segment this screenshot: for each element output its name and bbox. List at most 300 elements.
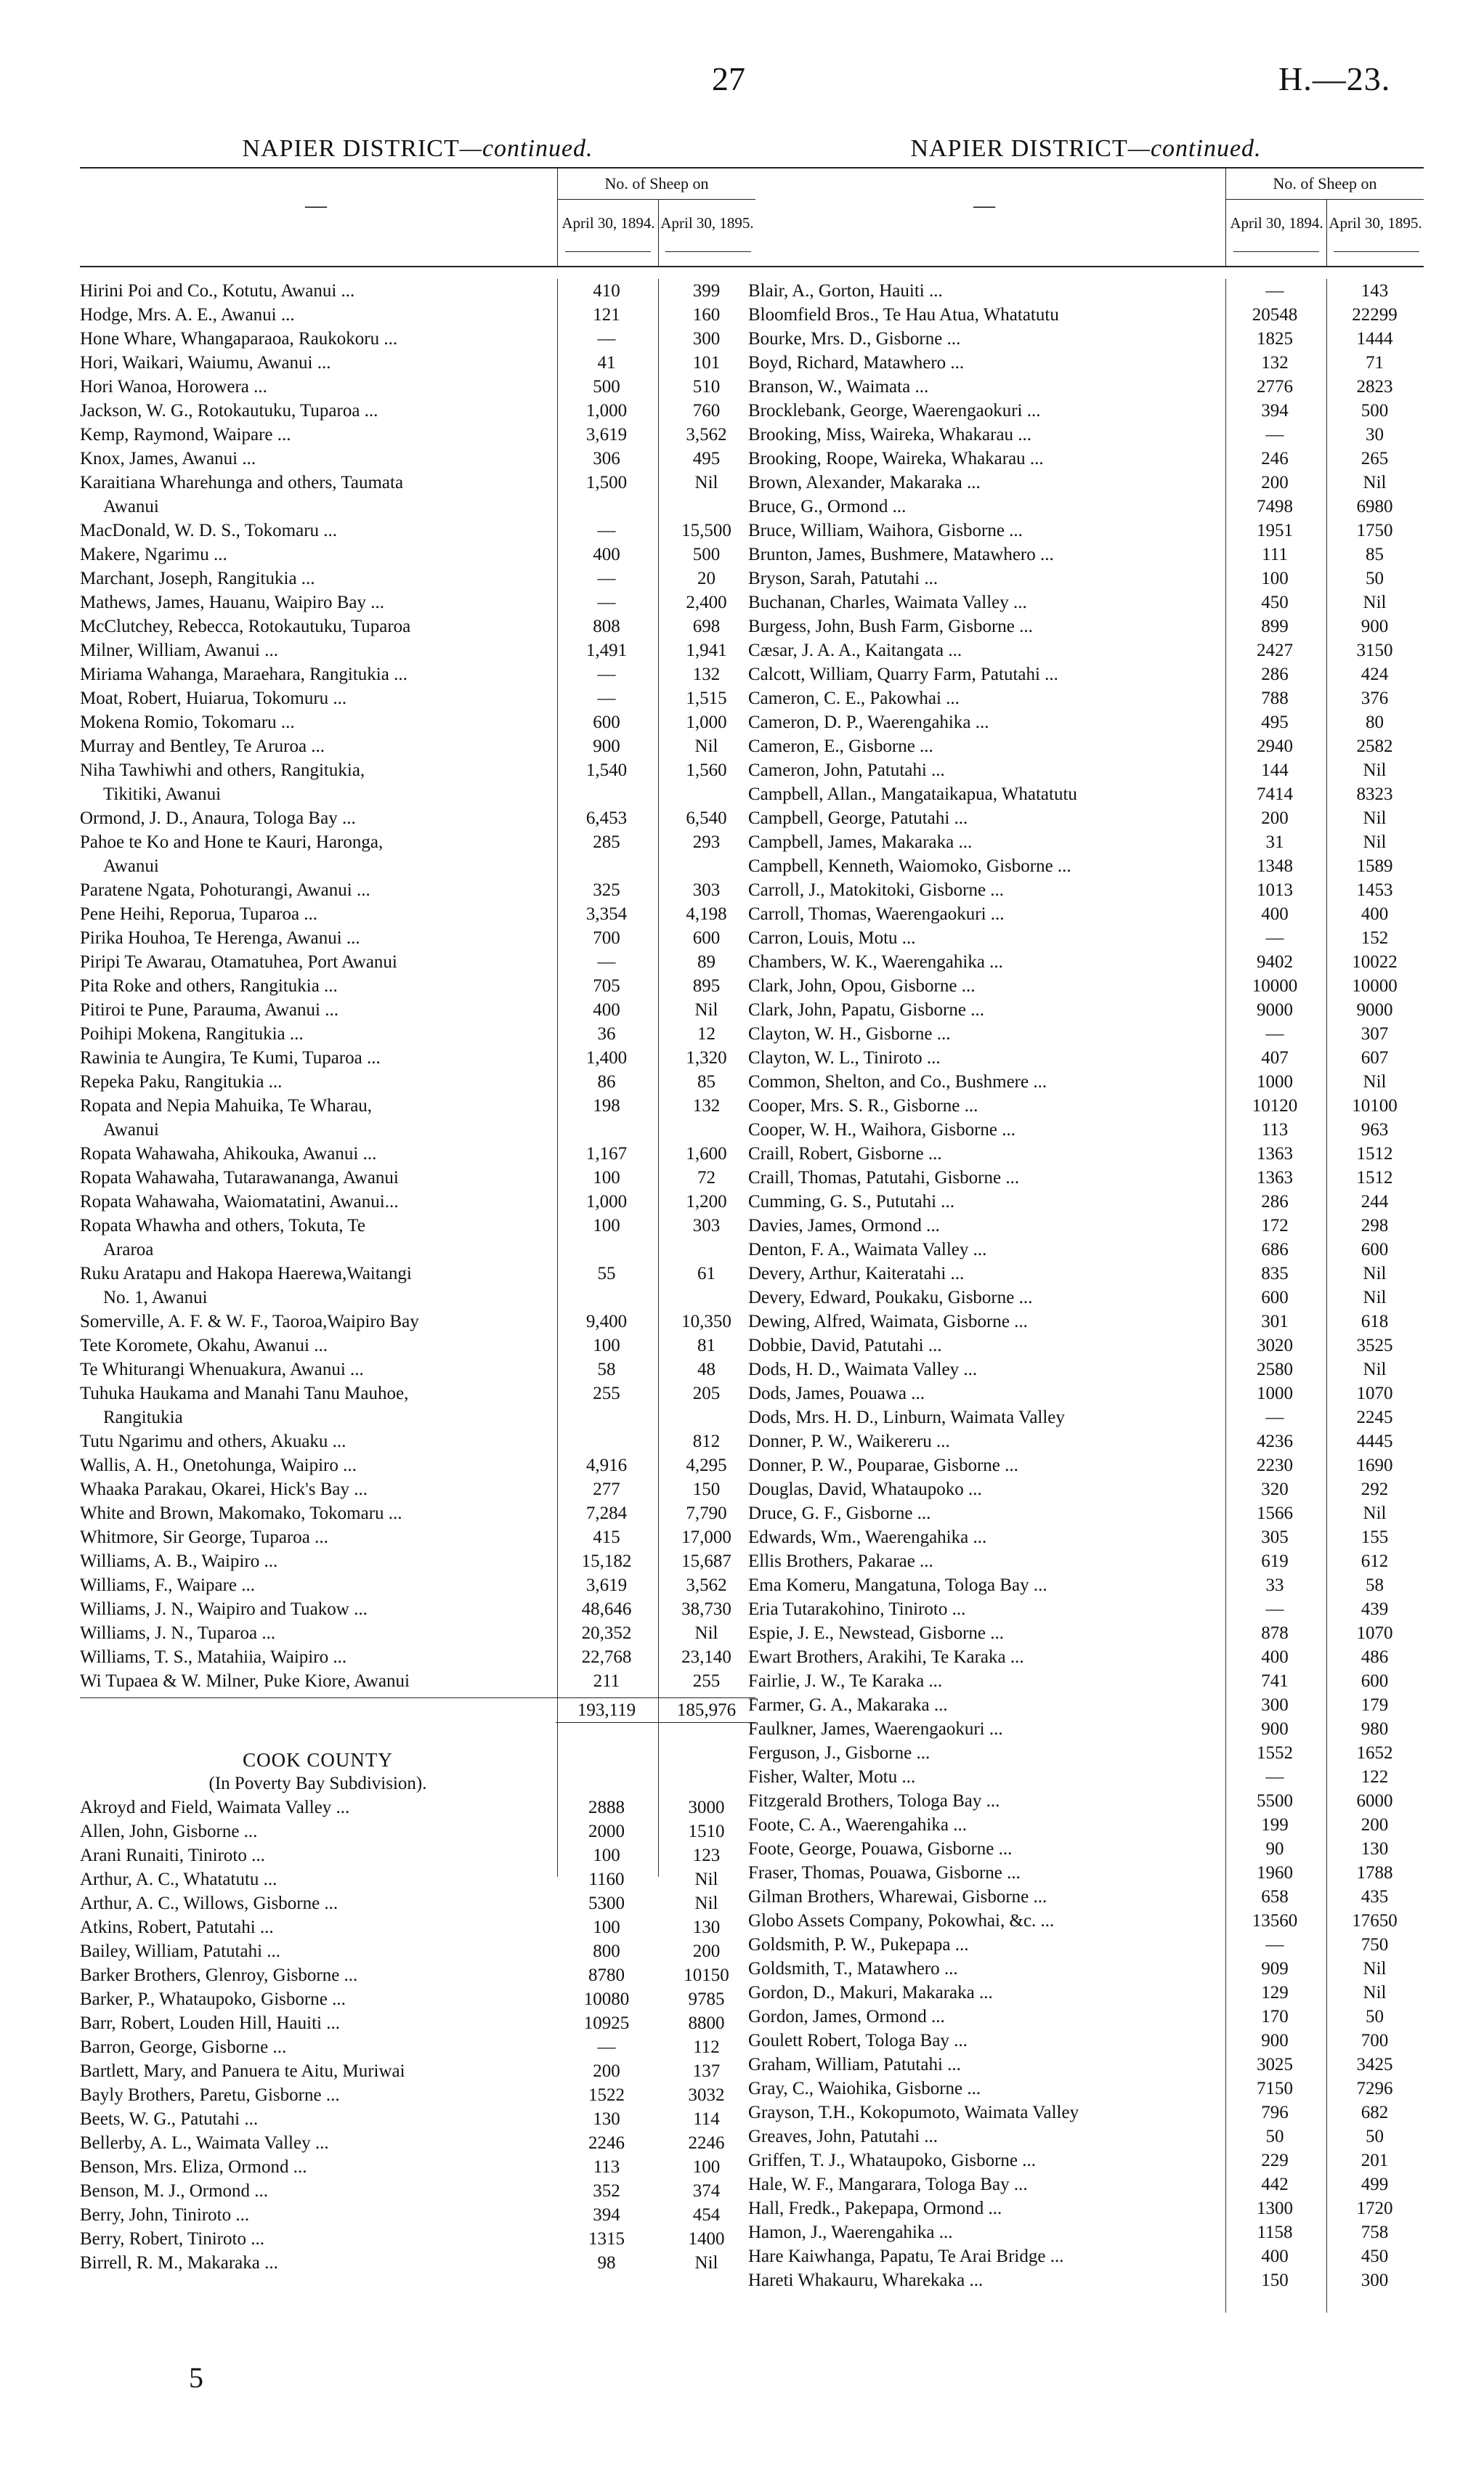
sheep-1894-cell: 495 — [1261, 713, 1289, 732]
holder-name-cell: Cameron, John, Patutahi ... — [748, 760, 945, 780]
sheep-1894-cell: 98 — [597, 2253, 616, 2273]
table-row — [748, 375, 1424, 399]
year-1894-header: April 30, 1894. — [561, 214, 655, 232]
sheep-1895-cell: 23,140 — [681, 1647, 731, 1667]
sheep-1894-cell: 1,540 — [585, 760, 628, 780]
table-row — [80, 1070, 755, 1094]
table-row — [80, 854, 755, 878]
sheep-1894-cell: 1315 — [588, 2229, 625, 2249]
sheep-1894-cell: 320 — [1261, 1480, 1289, 1499]
sheep-1895-cell: 1589 — [1356, 856, 1393, 876]
sheep-1895-cell: 510 — [692, 377, 721, 397]
table-row — [80, 830, 755, 854]
table-row — [748, 854, 1424, 878]
table-row — [748, 1837, 1424, 1861]
sheep-1895-cell: 399 — [692, 281, 721, 301]
holder-name-cell: Cameron, C. E., Pakowhai ... — [748, 689, 960, 708]
page-number: 27 — [712, 60, 745, 97]
sheep-1895-cell: 201 — [1361, 2151, 1389, 2170]
sheep-1894-cell: 255 — [593, 1384, 620, 1403]
sheep-1895-cell: 1512 — [1356, 1144, 1393, 1164]
holder-name-cell: Brunton, James, Bushmere, Matawhero ... — [748, 545, 1054, 564]
sheep-1894-cell: 20,352 — [581, 1623, 632, 1643]
total-row — [80, 1697, 755, 1723]
table-row — [748, 543, 1424, 567]
holder-name-cell: Berry, John, Tiniroto ... — [80, 2205, 250, 2225]
sheep-1895-cell: 61 — [697, 1264, 715, 1283]
table-row — [748, 2149, 1424, 2172]
sheep-1895-cell: 1400 — [688, 2229, 725, 2249]
sheep-1894-cell: 100 — [593, 1168, 620, 1188]
sheep-1894-cell: 200 — [1261, 808, 1289, 828]
holder-name-cell: Donner, P. W., Waikereru ... — [748, 1432, 950, 1451]
holder-name-cell: Gordon, James, Ormond ... — [748, 2007, 945, 2026]
sheep-1895-cell: 101 — [692, 353, 721, 373]
sheep-1894-cell: — — [597, 952, 616, 972]
sheep-1894-cell: 1,000 — [585, 1192, 628, 1212]
table-row — [80, 2107, 755, 2131]
table-row — [80, 1429, 755, 1453]
sheep-1895-cell: 100 — [692, 2157, 721, 2177]
sheep-1894-cell: 2427 — [1257, 641, 1293, 660]
table-row — [80, 1022, 755, 1046]
sheep-1894-cell: 170 — [1261, 2007, 1289, 2026]
year-1895-header: April 30, 1895. — [660, 214, 754, 232]
holder-name-cell: Jackson, W. G., Rotokautuku, Tuparoa ... — [80, 401, 378, 421]
sheep-1895-cell: 307 — [1361, 1024, 1389, 1044]
table-row — [80, 543, 755, 567]
sheep-1894-cell: 4,916 — [585, 1456, 628, 1475]
sheep-1894-cell: 1160 — [588, 1870, 625, 1889]
table-row — [748, 471, 1424, 495]
holder-name-cell: Clark, John, Opou, Gisborne ... — [748, 976, 976, 996]
sheep-1894-cell: 31 — [1265, 832, 1284, 852]
sheep-1895-cell: 1,200 — [686, 1192, 727, 1212]
sheep-1895-cell: 500 — [692, 545, 721, 564]
sheep-1894-cell: 90 — [1265, 1839, 1284, 1859]
sheep-1894-cell: — — [597, 689, 616, 708]
sheep-1895-cell: 6000 — [1356, 1791, 1393, 1811]
sheep-1895-cell: 265 — [1361, 449, 1389, 468]
sheep-1895-cell: 698 — [692, 617, 721, 636]
holder-name-cell: Cæsar, J. A. A., Kaitangata ... — [748, 641, 962, 660]
sheep-1894-cell: 286 — [1261, 665, 1289, 684]
table-row — [80, 998, 755, 1022]
sheep-1895-cell: 963 — [1361, 1120, 1389, 1140]
sheep-1894-cell: 2230 — [1257, 1456, 1293, 1475]
table-row — [748, 1813, 1424, 1837]
holder-name-cell: Williams, J. N., Tuparoa ... — [80, 1623, 276, 1643]
document-reference: H.—23. — [1278, 60, 1391, 97]
table-row — [748, 1765, 1424, 1789]
holder-name-cell: Craill, Robert, Gisborne ... — [748, 1144, 942, 1164]
sheep-1894-cell: 1363 — [1257, 1144, 1293, 1164]
table-row — [748, 1669, 1424, 1693]
sheep-1895-cell: 132 — [692, 665, 721, 684]
holder-name-cell: Beets, W. G., Patutahi ... — [80, 2109, 259, 2129]
sheep-1895-cell: 9000 — [1356, 1000, 1393, 1020]
sheep-1895-cell: 160 — [692, 305, 721, 325]
sheep-1895-cell: 2246 — [688, 2133, 725, 2153]
sheep-1894-cell: 7,284 — [585, 1504, 628, 1523]
table-row — [80, 1939, 755, 1963]
holder-name-cell: Bailey, William, Patutahi ... — [80, 1942, 281, 1961]
holder-name-cell: Bruce, G., Ormond ... — [748, 497, 907, 516]
sheep-1894-cell: 7150 — [1257, 2079, 1293, 2098]
holder-name-cell: Marchant, Joseph, Rangitukia ... — [80, 569, 315, 588]
holder-name-cell: Common, Shelton, and Co., Bushmere ... — [748, 1072, 1047, 1092]
holder-name-cell: Rawinia te Aungira, Te Kumi, Tuparoa ... — [80, 1048, 381, 1068]
holder-name-cell: Burgess, John, Bush Farm, Gisborne ... — [748, 617, 1033, 636]
sheep-1895-cell: 112 — [693, 2037, 720, 2057]
holder-name-cell: Hone Whare, Whangaparaoa, Raukokoru ... — [80, 329, 398, 349]
table-row — [80, 2059, 755, 2083]
table-row — [80, 806, 755, 830]
table-row — [748, 1597, 1424, 1621]
holder-name-cell: Murray and Bentley, Te Aruroa ... — [80, 737, 325, 756]
table-row — [748, 1262, 1424, 1286]
holder-name-cell: Devery, Arthur, Kaiteratahi ... — [748, 1264, 965, 1283]
table-row — [748, 686, 1424, 710]
sheep-1894-cell: 129 — [1261, 1983, 1289, 2003]
holder-name-cell: Grayson, T.H., Kokopumoto, Waimata Valley — [748, 2103, 1079, 2122]
holder-name-cell: Brown, Alexander, Makaraka ... — [748, 473, 981, 492]
sheep-1895-cell: 750 — [1361, 1935, 1389, 1955]
holder-name-cell: Campbell, James, Makaraka ... — [748, 832, 973, 852]
sheep-1895-cell: 3,562 — [686, 425, 727, 445]
holder-name-cell: Blair, A., Gorton, Hauiti ... — [748, 281, 943, 301]
table-row — [748, 1310, 1424, 1334]
sheep-1895-cell — [661, 495, 755, 519]
table-row — [80, 495, 755, 519]
table-row — [748, 423, 1424, 447]
table-row — [80, 351, 755, 375]
sheep-1894-cell: 741 — [1261, 1671, 1289, 1691]
holder-name-cell: Calcott, William, Quarry Farm, Patutahi ... — [748, 665, 1058, 684]
sheep-1895-cell: 20 — [697, 569, 715, 588]
header-divider — [658, 199, 659, 266]
table-row — [748, 2077, 1424, 2101]
sheep-1894-cell: 450 — [1261, 593, 1289, 612]
holder-name-cell: Dobbie, David, Patutahi ... — [748, 1336, 942, 1355]
table-row — [80, 1334, 755, 1358]
holder-name-cell: Goulett Robert, Tologa Bay ... — [748, 2031, 968, 2050]
sheep-1895-cell: 435 — [1361, 1887, 1389, 1907]
table-row — [748, 1405, 1424, 1429]
sheep-1894-cell: 899 — [1261, 617, 1289, 636]
table-row — [748, 327, 1424, 351]
table-row — [80, 375, 755, 399]
holder-name-cell: Carroll, Thomas, Waerengaokuri ... — [748, 904, 1005, 924]
table-row — [80, 1214, 755, 1238]
sheep-1895-cell: 72 — [697, 1168, 715, 1188]
sheep-1895-cell: 244 — [1361, 1192, 1389, 1212]
sheep-1894-cell: 100 — [1261, 569, 1289, 588]
sheep-1894-cell: 2000 — [588, 1822, 625, 1841]
sheep-1895-cell: 1,515 — [686, 689, 727, 708]
footer-signature: 5 — [189, 2361, 203, 2394]
holder-name-cell: Craill, Thomas, Patutahi, Gisborne ... — [748, 1168, 1020, 1188]
table-row — [80, 1891, 755, 1915]
sheep-1895-cell: 17,000 — [681, 1527, 731, 1547]
sheep-1894-cell: — — [1265, 1599, 1284, 1619]
holder-name-cell: Eria Tutarakohino, Tiniroto ... — [748, 1599, 966, 1619]
sheep-1895-cell: Nil — [1363, 832, 1387, 852]
sheep-1895-cell: 255 — [692, 1671, 721, 1691]
sheep-1894-cell: — — [1265, 1024, 1284, 1044]
holder-name-cell: Pirika Houhoa, Te Herenga, Awanui ... — [80, 928, 360, 948]
holder-name-cell: Williams, T. S., Matahiia, Waipiro ... — [80, 1647, 347, 1667]
holder-name-cell: Dods, Mrs. H. D., Linburn, Waimata Valley — [748, 1408, 1065, 1427]
holder-name-cell: Faulkner, James, Waerengaokuri ... — [748, 1719, 1003, 1739]
holder-name-cell: Griffen, T. J., Whataupoko, Gisborne ... — [748, 2151, 1036, 2170]
sheep-1894-cell: 400 — [1261, 904, 1289, 924]
table-row — [748, 2220, 1424, 2244]
holder-name-cell: Clayton, W. H., Gisborne ... — [748, 1024, 951, 1044]
holder-name-cell: Dewing, Alfred, Waimata, Gisborne ... — [748, 1312, 1028, 1331]
sheep-1895-cell: 6980 — [1356, 497, 1393, 516]
holder-name-cell: Cameron, D. P., Waerengahika ... — [748, 713, 989, 732]
sheep-1894-cell: 10000 — [1252, 976, 1298, 996]
sheep-1894-cell: 1,500 — [585, 473, 628, 492]
holder-name-cell: Goldsmith, P. W., Pukepapa ... — [748, 1935, 969, 1955]
table-row — [80, 686, 755, 710]
sheep-1895-cell: 114 — [693, 2109, 720, 2129]
sheep-1895-cell: 2582 — [1356, 737, 1393, 756]
sheep-1894-cell: 5500 — [1257, 1791, 1293, 1811]
holder-name-cell: Hodge, Mrs. A. E., Awanui ... — [80, 305, 295, 325]
table-row — [80, 447, 755, 471]
holder-name-cell: Ormond, J. D., Anaura, Tologa Bay ... — [80, 808, 356, 828]
sheep-1895-cell: 1788 — [1356, 1863, 1393, 1883]
holder-name-cell: Campbell, Kenneth, Waiomoko, Gisborne ... — [748, 856, 1071, 876]
holder-name-cell: Barron, George, Gisborne ... — [80, 2037, 287, 2057]
holder-name-cell: Tete Koromete, Okahu, Awanui ... — [80, 1336, 328, 1355]
holder-name-cell: Awanui — [103, 856, 159, 876]
table-row — [748, 1981, 1424, 2005]
sheep-1895-cell: 200 — [692, 1942, 721, 1961]
sheep-1895-cell: 85 — [697, 1072, 715, 1092]
table-row — [748, 1789, 1424, 1813]
table-row — [748, 279, 1424, 303]
table-row — [80, 614, 755, 638]
holder-name-cell: Cooper, W. H., Waihora, Gisborne ... — [748, 1120, 1016, 1140]
sheep-1895-cell: 293 — [692, 832, 721, 852]
sheep-1895-cell: Nil — [1363, 760, 1387, 780]
cook-county-rows — [80, 1796, 755, 2275]
sheep-1895-cell: 205 — [692, 1384, 721, 1403]
sheep-1894-cell: 10120 — [1252, 1096, 1298, 1116]
table-row — [748, 2053, 1424, 2077]
sheep-1894-cell — [562, 1405, 660, 1429]
table-row — [80, 1963, 755, 1987]
table-row — [80, 1118, 755, 1142]
table-row — [80, 878, 755, 902]
sheep-1894-cell: 1000 — [1257, 1072, 1293, 1092]
sheep-1894-cell: 10925 — [583, 2013, 630, 2033]
continued-label: —continued. — [459, 135, 593, 162]
sheep-1895-cell: 612 — [1361, 1551, 1389, 1571]
table-row — [80, 1358, 755, 1381]
sheep-1894-cell — [562, 782, 660, 806]
holder-name-cell: Goldsmith, T., Matawhero ... — [748, 1959, 958, 1979]
holder-name-cell: McClutchey, Rebecca, Rotokautuku, Tuparoa — [80, 617, 411, 636]
sheep-1895-cell: 300 — [1361, 2271, 1389, 2290]
holder-name-cell: Gilman Brothers, Wharewai, Gisborne ... — [748, 1887, 1047, 1907]
table-row — [748, 2196, 1424, 2220]
holder-name-cell: Arthur, A. C., Willows, Gisborne ... — [80, 1894, 338, 1913]
sheep-1895-cell: Nil — [1363, 1288, 1387, 1307]
table-row — [748, 734, 1424, 758]
sheep-1895-cell: 1510 — [688, 1822, 725, 1841]
table-row — [748, 399, 1424, 423]
sheep-1894-cell: 1013 — [1257, 880, 1293, 900]
table-row — [80, 2203, 755, 2227]
holder-name-cell: Boyd, Richard, Matawhero ... — [748, 353, 965, 373]
sheep-1894-cell: 199 — [1261, 1815, 1289, 1835]
table-row — [80, 1262, 755, 1286]
sheep-1895-cell: 499 — [1361, 2175, 1389, 2194]
table-row — [748, 1957, 1424, 1981]
holder-name-cell: Akroyd and Field, Waimata Valley ... — [80, 1798, 350, 1817]
holder-name-cell: Ema Komeru, Mangatuna, Tologa Bay ... — [748, 1575, 1047, 1595]
sheep-1894-cell: 22,768 — [581, 1647, 632, 1667]
sheep-1894-cell: — — [597, 2037, 616, 2057]
table-row — [748, 1741, 1424, 1765]
sheep-1895-cell: 1,600 — [686, 1144, 727, 1164]
holder-name-cell: Wallis, A. H., Onetohunga, Waipiro ... — [80, 1456, 357, 1475]
table-row — [748, 2244, 1424, 2268]
left-column — [80, 131, 755, 2275]
sheep-1895-cell: 1512 — [1356, 1168, 1393, 1188]
sheep-1894-cell: 900 — [593, 737, 620, 756]
sheep-1895-cell: 1750 — [1356, 521, 1393, 540]
sheep-1895-cell: 8323 — [1356, 784, 1393, 804]
holder-name-cell: Farmer, G. A., Makaraka ... — [748, 1695, 948, 1715]
district-name: NAPIER DISTRICT — [910, 135, 1128, 162]
sheep-1894-cell: 121 — [593, 305, 620, 325]
sheep-1894-cell: 150 — [1261, 2271, 1289, 2290]
sheep-1895-cell: 760 — [692, 401, 721, 421]
holder-name-cell: MacDonald, W. D. S., Tokomaru ... — [80, 521, 338, 540]
table-row — [748, 1717, 1424, 1741]
column-divider — [557, 279, 558, 1877]
sheep-1894-cell: 900 — [1261, 1719, 1289, 1739]
sheep-1895-cell — [661, 854, 755, 878]
district-title-left — [80, 131, 755, 167]
sheep-1895-cell: 155 — [1361, 1527, 1389, 1547]
table-row — [80, 1310, 755, 1334]
holder-name-cell: Benson, M. J., Ormond ... — [80, 2181, 269, 2201]
table-row — [80, 2035, 755, 2059]
table-row — [748, 2125, 1424, 2149]
sheep-1895-cell: Nil — [694, 1894, 718, 1913]
table-row — [748, 1190, 1424, 1214]
table-row — [80, 1405, 755, 1429]
holder-name-cell: Williams, A. B., Waipiro ... — [80, 1551, 278, 1571]
total-1895: 185,976 — [657, 1698, 755, 1723]
sheep-1894-cell: 301 — [1261, 1312, 1289, 1331]
header-underline — [1334, 251, 1419, 252]
holder-name-cell: Berry, Robert, Tiniroto ... — [80, 2229, 264, 2249]
column-divider — [658, 279, 659, 1877]
table-row — [748, 1525, 1424, 1549]
table-row — [80, 1669, 755, 1693]
sheep-1894-cell: 286 — [1261, 1192, 1289, 1212]
sheep-1894-cell: — — [1265, 425, 1284, 445]
table-row — [80, 1381, 755, 1405]
sheep-1894-cell: 144 — [1261, 760, 1289, 780]
holder-name-cell: Hall, Fredk., Pakepapa, Ormond ... — [748, 2199, 1002, 2218]
sheep-1895-cell: 1720 — [1356, 2199, 1393, 2218]
sheep-1895-cell: 152 — [1361, 928, 1389, 948]
sheep-1895-cell: 30 — [1366, 425, 1384, 445]
table-row — [80, 2251, 755, 2275]
sheep-1894-cell: 1960 — [1257, 1863, 1293, 1883]
table-row — [80, 1190, 755, 1214]
total-label — [80, 1698, 556, 1723]
table-row — [748, 2005, 1424, 2029]
holder-name-cell: Hori Wanoa, Horowera ... — [80, 377, 267, 397]
holder-name-cell: Fairlie, J. W., Te Karaka ... — [748, 1671, 943, 1691]
sheep-1894-cell: 1158 — [1257, 2223, 1293, 2242]
sheep-1894-cell: 132 — [1261, 353, 1289, 373]
sheep-1895-cell: 454 — [692, 2205, 721, 2225]
holder-name-cell: Te Whiturangi Whenuakura, Awanui ... — [80, 1360, 364, 1379]
sheep-1894-cell: 10080 — [583, 1989, 630, 2009]
sheep-1895-cell: 3150 — [1356, 641, 1393, 660]
sheep-1894-cell: 200 — [1261, 473, 1289, 492]
sheep-1895-cell: 58 — [1366, 1575, 1384, 1595]
sheep-1894-cell: 410 — [593, 281, 620, 301]
sheep-1894-cell: 111 — [1262, 545, 1288, 564]
holder-name-cell: Globo Assets Company, Pokowhai, &c. ... — [748, 1911, 1055, 1931]
sheep-1894-cell: 2246 — [588, 2133, 625, 2153]
table-row — [748, 1286, 1424, 1310]
table-row — [80, 1843, 755, 1867]
sheep-1895-cell: 6,540 — [686, 808, 727, 828]
sheep-count-header: No. of Sheep on — [558, 169, 755, 200]
holder-name-cell: Chambers, W. K., Waerengahika ... — [748, 952, 1003, 972]
holder-name-cell: Ropata Wahawaha, Waiomatatini, Awanui... — [80, 1192, 399, 1212]
sheep-1894-cell: 3,619 — [585, 425, 628, 445]
sheep-1895-cell: 758 — [1361, 2223, 1389, 2242]
sheep-1895-cell: 3032 — [688, 2085, 725, 2105]
table-row — [80, 974, 755, 998]
header-rule — [748, 266, 1424, 267]
sheep-1895-cell: 50 — [1366, 569, 1384, 588]
holder-name-cell: Bellerby, A. L., Waimata Valley ... — [80, 2133, 329, 2153]
sheep-1894-cell: 808 — [593, 617, 620, 636]
section-title: COOK COUNTY — [243, 1749, 393, 1771]
sheep-1894-cell: 1,491 — [585, 641, 628, 660]
header-underline — [665, 251, 751, 252]
table-row — [80, 1477, 755, 1501]
sheep-1894-cell: 600 — [593, 713, 620, 732]
holder-name-cell: Ropata Wahawaha, Ahikouka, Awanui ... — [80, 1144, 377, 1164]
sheep-1895-cell: 700 — [1361, 2031, 1389, 2050]
table-row — [748, 926, 1424, 950]
holder-name-cell: Foote, George, Pouawa, Gisborne ... — [748, 1839, 1013, 1859]
sheep-1895-cell: 1444 — [1356, 329, 1393, 349]
sheep-1895-cell: 4,295 — [686, 1456, 727, 1475]
sheep-1894-cell: 600 — [1261, 1288, 1289, 1307]
table-row — [748, 2172, 1424, 2196]
sheep-1895-cell: Nil — [1363, 1959, 1387, 1979]
sheep-1894-cell — [562, 1286, 660, 1310]
sheep-1895-cell: 1070 — [1356, 1623, 1393, 1643]
sheep-1894-cell: 2940 — [1257, 737, 1293, 756]
